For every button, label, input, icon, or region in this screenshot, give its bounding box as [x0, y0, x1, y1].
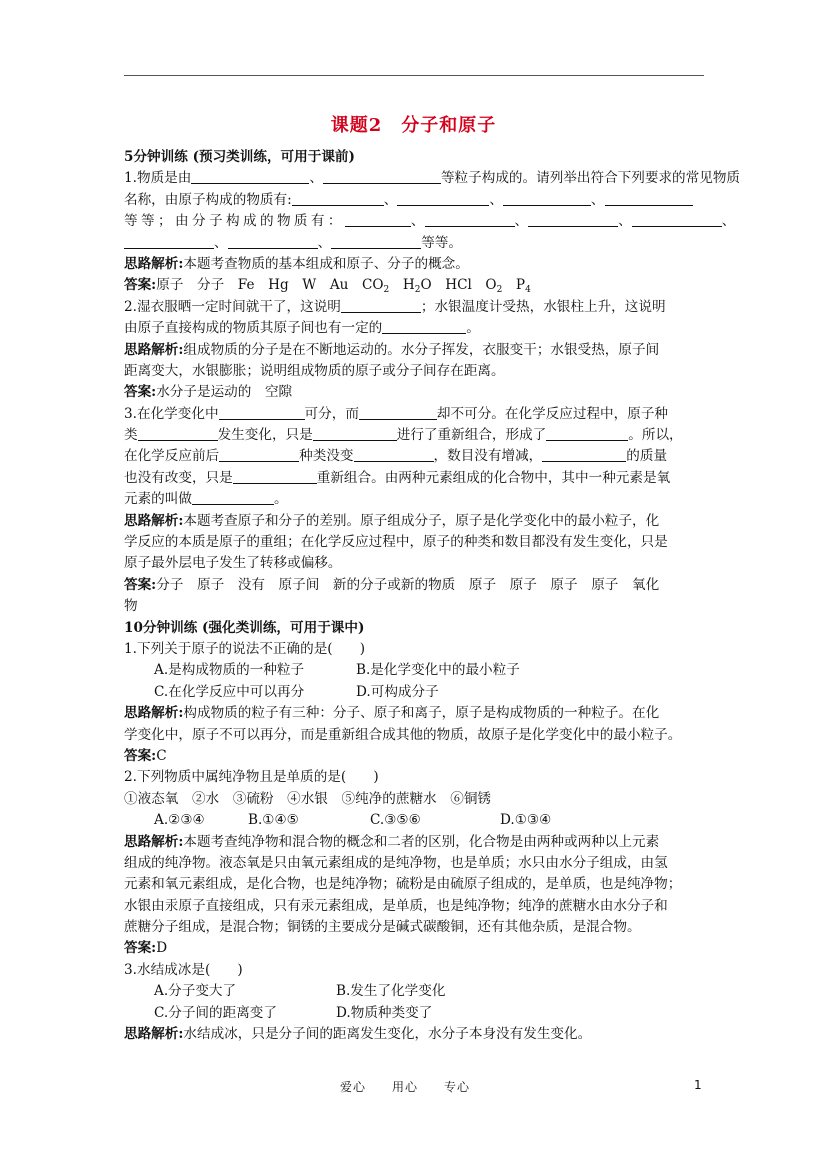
mc-1-options-cd [124, 682, 704, 703]
option-a[interactable]: A.②③④ [154, 812, 205, 829]
question-3-answer-1: 答案:分子 原子 没有 原子间 新的分子或新的物质 原子 原子 原子 原子 氧化 [124, 576, 660, 593]
option-c[interactable]: C.分子间的距离变了 [154, 1004, 277, 1021]
fill-blank[interactable] [359, 405, 437, 420]
fill-blank[interactable] [382, 319, 466, 334]
mc-2-options [124, 810, 704, 831]
fill-blank[interactable] [191, 169, 309, 184]
question-3-analysis-1: 思路解析:本题考查原子和分子的差别。原子组成分子，原子是化学变化中的最小粒子，化 [124, 512, 660, 529]
question-2-line-2: 由原子直接构成的物质其原子间也有一定的 。 [124, 320, 480, 337]
fill-blank[interactable] [341, 298, 421, 313]
option-b[interactable]: B.①④⑤ [248, 812, 299, 829]
fill-blank[interactable] [605, 191, 693, 206]
mc-1-analysis-1: 思路解析:构成物质的粒子有三种：分子、原子和离子，原子是构成物质的一种粒子。在化 [124, 705, 660, 722]
fill-blank[interactable] [228, 234, 318, 249]
fill-blank[interactable] [292, 191, 384, 206]
mc-2-analysis-2: 组成的纯净物。液态氧是只由氧元素组成的是纯净物，也是单质；水只由水分子组成，由氢 [124, 854, 668, 871]
fill-blank[interactable] [219, 447, 299, 462]
page-number: 1 [694, 1078, 702, 1092]
fill-blank[interactable] [124, 234, 214, 249]
section-heading: 5分钟训练 (预习类训练，可用于课前) [124, 149, 355, 165]
option-d[interactable]: D.①③④ [500, 812, 552, 829]
fill-blank[interactable] [219, 405, 305, 420]
mc-3-options-cd [124, 1003, 704, 1024]
mc-1-answer: 答案:C [124, 747, 167, 764]
question-3-line-3: 在化学反应前后 种类没变 ，数目没有增减， 的质量 [124, 448, 668, 465]
mc-3-stem: 3.水结成冰是( ) [124, 961, 243, 978]
mc-1-stem: 1.下列关于原子的说法不正确的是( ) [124, 640, 366, 657]
fill-blank[interactable] [632, 212, 722, 227]
mc-2-analysis-5: 蔗糖分子组成，是混合物；铜锈的主要成分是碱式碳酸铜，还有其他杂质，是混合物。 [124, 919, 641, 936]
option-c[interactable]: C.③⑤⑥ [370, 812, 421, 829]
option-b[interactable]: B.发生了化学变化 [336, 983, 446, 1000]
question-2-line-1: 2.湿衣服晒一定时间就干了，这说明 ；水银温度计受热，水银柱上升，这说明 [124, 298, 666, 315]
mc-1-options-ab [124, 660, 704, 681]
question-3-line-5: 元素的叫做 。 [124, 491, 288, 508]
fill-blank[interactable] [313, 426, 397, 441]
mc-2-analysis-3: 元素和氧元素组成，是化合物，也是纯净物；硫粉是由硫原子组成的，是单质，也是纯净物； [124, 876, 682, 893]
page-title: 课题2 分子和原子 [330, 115, 497, 136]
section-heading: 10分钟训练 (强化类训练，可用于课中) [124, 619, 365, 636]
question-3-analysis-3: 原子最外层电子发生了转移或偏移。 [124, 555, 342, 572]
document-body [124, 147, 741, 1045]
fill-blank[interactable] [528, 212, 618, 227]
question-1-answer: 答案:原子 分子 Fe Hg W Au $CO_2$ $H_2O$ HCl $O_2$ $P_4$ [124, 277, 531, 296]
option-a[interactable]: A.是构成物质的一种粒子 [154, 662, 305, 679]
fill-blank[interactable] [233, 469, 317, 484]
fill-blank[interactable] [323, 169, 441, 184]
question-2-analysis-2: 距离变大，水银膨胀；说明组成物质的原子或分子间存在距离。 [124, 362, 505, 379]
fill-blank[interactable] [354, 447, 434, 462]
mc-2-analysis-1: 思路解析:本题考查纯净物和混合物的概念和二者的区别，化合物是由两种或两种以上元素 [124, 833, 660, 850]
question-1-analysis: 思路解析:本题考查物质的基本组成和原子、分子的概念。 [124, 255, 469, 272]
question-3-line-4: 也没有改变，只是 重新组合。由两种元素组成的化合物中，其中一种元素是氧 [124, 469, 671, 486]
question-3-line-1: 3.在化学变化中 可分，而 却不可分。在化学反应过程中，原子种 [124, 405, 669, 422]
fill-blank[interactable] [192, 490, 274, 505]
option-c[interactable]: C.在化学反应中可以再分 [154, 683, 305, 700]
question-3-line-2: 类 发生变化，只是 进行了重新组合，形成了 。所以， [124, 427, 683, 444]
question-1-line-1: 1.物质是由 、 等粒子构成的。请列举出符合下列要求的常见物质 [124, 170, 741, 187]
mc-2-answer: 答案:D [124, 940, 168, 957]
question-2-analysis-1: 思路解析:组成物质的分子是在不断地运动的。水分子挥发，衣服变干；水银受热，原子间 [124, 341, 660, 358]
question-1-line-2: 名称，由原子构成的物质有: 、 、 、 [124, 190, 704, 211]
mc-2-items: ①液态氧 ②水 ③硫粉 ④水银 ⑤纯净的蔗糖水 ⑥铜锈 [124, 790, 492, 807]
option-d[interactable]: D.可构成分子 [356, 683, 439, 700]
fill-blank[interactable] [546, 426, 628, 441]
footer-motto: 爱心 用心 专心 [340, 1080, 471, 1094]
question-1-line-3: 等等；由分子构成的物质有： 、 、 、 、 [124, 213, 736, 230]
fill-blank[interactable] [331, 234, 421, 249]
fill-blank[interactable] [425, 212, 515, 227]
mc-2-stem: 2.下列物质中属纯净物且是单质的是( ) [124, 769, 379, 786]
question-3-answer-2: 物 [124, 598, 138, 615]
mc-3-analysis: 思路解析:水结成冰，只是分子间的距离发生变化，水分子本身没有发生变化。 [124, 1026, 592, 1043]
option-b[interactable]: B.是化学变化中的最小粒子 [356, 662, 520, 679]
question-2-answer: 答案:水分子是运动的 空隙 [124, 384, 293, 401]
fill-blank[interactable] [345, 212, 411, 227]
question-3-analysis-2: 学反应的本质是原子的重组；在化学反应过程中，原子的种类和数目都没有发生变化，只是 [124, 534, 668, 551]
fill-blank[interactable] [503, 191, 591, 206]
header-rule [124, 75, 704, 76]
fill-blank[interactable] [138, 426, 218, 441]
mc-2-analysis-4: 水银由汞原子直接组成，只有汞元素组成，是单质，也是纯净物；纯净的蔗糖水由水分子和 [124, 897, 668, 914]
question-1-line-4: 、 、 等等。 [124, 233, 704, 254]
fill-blank[interactable] [397, 191, 489, 206]
mc-3-options-ab [124, 981, 704, 1002]
fill-blank[interactable] [542, 447, 626, 462]
option-d[interactable]: D.物质种类变了 [336, 1004, 433, 1021]
mc-1-analysis-2: 学变化中，原子不可以再分，而是重新组合成其他的物质，故原子是化学变化中的最小粒子。 [124, 726, 682, 743]
option-a[interactable]: A.分子变大了 [154, 983, 237, 1000]
